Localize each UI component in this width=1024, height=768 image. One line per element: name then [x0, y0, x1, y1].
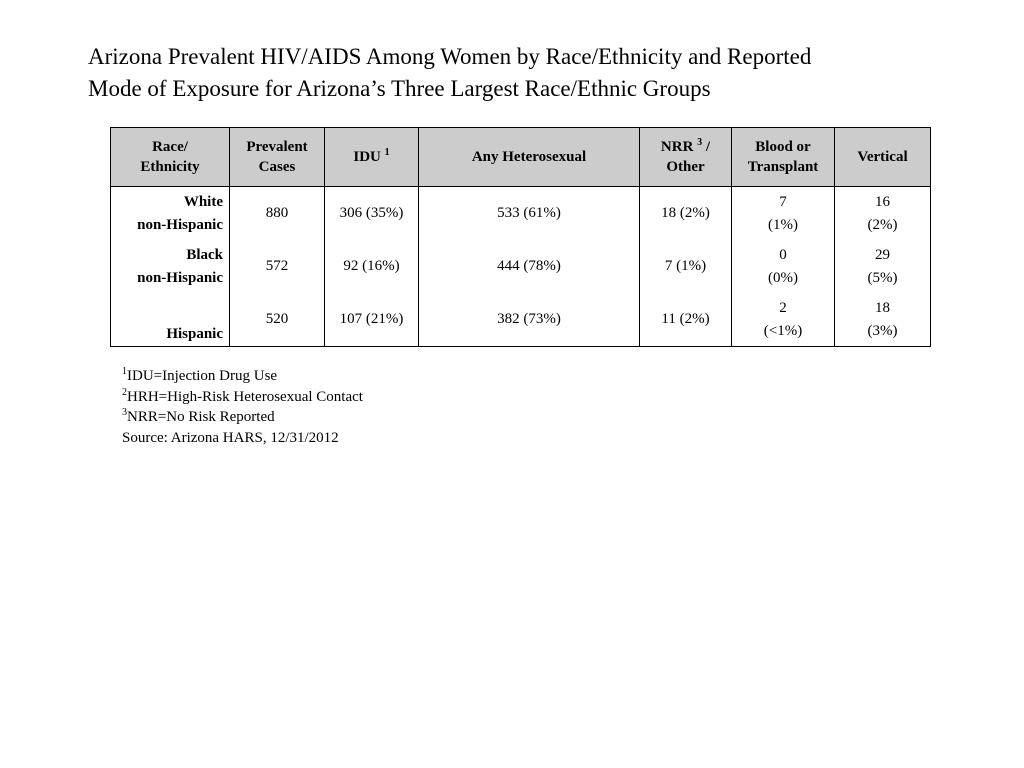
hetero-cell: 533 (61%)	[419, 187, 640, 241]
header-prevalent-cases: Prevalent Cases	[230, 128, 325, 187]
blood-cell: 2 (<1%)	[732, 293, 835, 347]
title-line-1: Arizona Prevalent HIV/AIDS Among Women by Race/Ethnicity and Reported	[88, 44, 812, 69]
title-line-2: Mode of Exposure for Arizona’s Three Largest Race/Ethnic Groups	[88, 76, 711, 101]
race-cell: Hispanic	[111, 293, 230, 347]
table-row	[111, 187, 931, 241]
blood-cell: 7 (1%)	[732, 187, 835, 241]
header-nrr-other: NRR $^3$ / Other	[640, 128, 732, 187]
idu-cell: 92 (16%)	[325, 240, 419, 293]
prevalent-cell: 520	[230, 293, 325, 347]
idu-cell: 306 (35%)	[325, 187, 419, 241]
blood-cell: 0 (0%)	[732, 240, 835, 293]
exposure-table	[110, 127, 931, 347]
slide-title	[88, 41, 988, 105]
nrr-cell: 7 (1%)	[640, 240, 732, 293]
vertical-cell: 16 (2%)	[835, 187, 931, 241]
prevalent-cell: 572	[230, 240, 325, 293]
table-row	[111, 240, 931, 293]
table-row	[111, 293, 931, 347]
footnote-2: $^2$HRH=High-Risk Heterosexual Contact	[122, 386, 363, 405]
header-vertical: Vertical	[835, 128, 931, 187]
hetero-cell: 444 (78%)	[419, 240, 640, 293]
source-note: Source: Arizona HARS, 12/31/2012	[122, 429, 339, 446]
header-race-ethnicity: Race/ Ethnicity	[111, 128, 230, 187]
footnote-3: $^3$NRR=No Risk Reported	[122, 407, 275, 425]
header-idu: IDU $^1$	[325, 128, 419, 187]
vertical-cell: 29 (5%)	[835, 240, 931, 293]
header-row	[111, 128, 931, 187]
nrr-cell: 18 (2%)	[640, 187, 732, 241]
prevalent-cell: 880	[230, 187, 325, 241]
vertical-cell: 18 (3%)	[835, 293, 931, 347]
nrr-cell: 11 (2%)	[640, 293, 732, 347]
footnote-1: $^1$IDU=Injection Drug Use	[122, 366, 278, 384]
header-any-heterosexual: Any Heterosexual	[419, 128, 640, 187]
footnotes	[122, 366, 363, 448]
header-blood-transplant: Blood or Transplant	[732, 128, 835, 187]
hetero-cell: 382 (73%)	[419, 293, 640, 347]
race-cell: White non-Hispanic	[111, 187, 230, 241]
idu-cell: 107 (21%)	[325, 293, 419, 347]
race-cell: Black non-Hispanic	[111, 240, 230, 293]
